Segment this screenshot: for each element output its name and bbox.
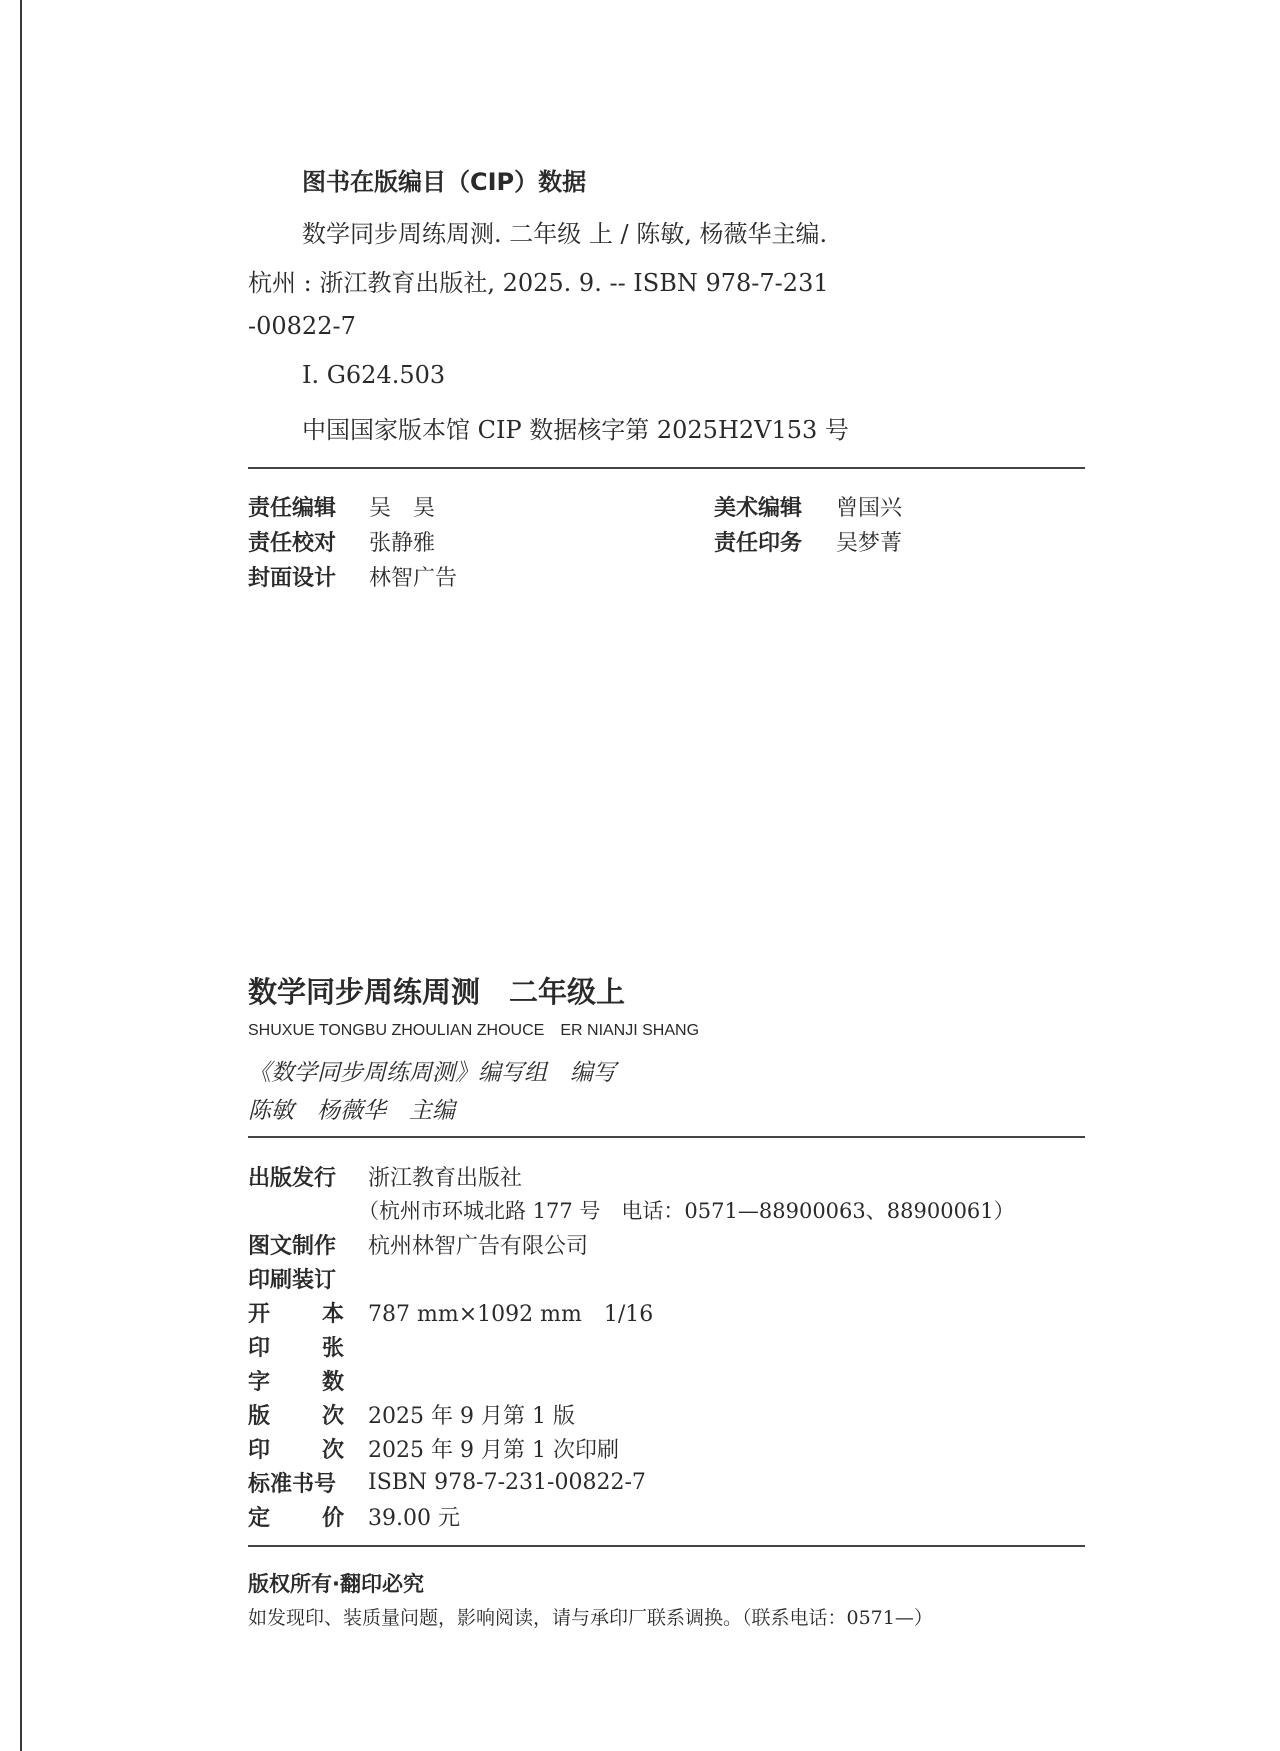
copyright-note: 如发现印、装质量问题，影响阅读，请与承印厂联系调换。（联系电话：0571—） <box>248 1607 933 1629</box>
info-row-format <box>248 1295 653 1329</box>
book-title: 数学同步周练周测 二年级上 <box>248 975 626 1009</box>
cip-line-4: Ⅰ. G624.503 <box>302 361 446 389</box>
info-label <box>248 1433 344 1464</box>
info-value: 787 mm×1092 mm 1/16 <box>368 1301 654 1327</box>
info-label-char: 版 <box>248 1403 271 1429</box>
info-label <box>248 1297 344 1328</box>
cip-line-2: 杭州 : 浙江教育出版社, 2025. 9. -- ISBN 978-7-231 <box>248 269 829 297</box>
info-label-char: 开 <box>248 1301 271 1327</box>
info-label-char: 印 <box>248 1437 271 1463</box>
info-row-address <box>248 1193 1015 1227</box>
info-label-char: 次 <box>321 1437 344 1463</box>
divider-book <box>248 1136 1085 1138</box>
info-value: 杭州林智广告有限公司 <box>368 1233 589 1259</box>
staff-value-proofreader: 张静雅 <box>369 531 436 556</box>
info-row-edition <box>248 1397 575 1431</box>
info-row-layout <box>248 1227 588 1261</box>
info-label-char: 字 <box>248 1369 271 1395</box>
page-edge-line <box>20 0 22 1751</box>
cip-line-3: -00822-7 <box>248 312 356 340</box>
info-value: （杭州市环城北路 177 号 电话：0571—88900063、88900061） <box>358 1199 1015 1223</box>
staff-label-print-manager: 责任印务 <box>714 531 803 556</box>
info-value: 39.00 元 <box>368 1505 460 1531</box>
info-label-char: 张 <box>321 1335 344 1361</box>
staff-label-proofreader: 责任校对 <box>248 531 337 556</box>
info-label <box>248 1399 344 1430</box>
staff-label-art-editor: 美术编辑 <box>714 496 803 521</box>
divider-info <box>248 1545 1085 1547</box>
info-value: 2025 年 9 月第 1 次印刷 <box>368 1437 619 1463</box>
info-label-char: 次 <box>321 1403 344 1429</box>
cip-title: 图书在版编目（CIP）数据 <box>302 168 587 196</box>
info-row-isbn <box>248 1465 646 1499</box>
info-label-char: 本 <box>321 1301 344 1327</box>
info-label-char: 定 <box>248 1505 271 1531</box>
staff-value-cover-design: 林智广告 <box>369 566 458 591</box>
info-value: 2025 年 9 月第 1 版 <box>368 1403 575 1429</box>
info-label: 图文制作 <box>248 1233 337 1259</box>
info-row-price <box>248 1499 460 1533</box>
copyright-title: 版权所有·翻印必究 <box>248 1572 424 1596</box>
staff-value-art-editor: 曾国兴 <box>836 496 903 521</box>
info-label: 印刷装订 <box>248 1267 337 1293</box>
info-row-sheets <box>248 1329 368 1363</box>
info-label <box>248 1331 344 1362</box>
info-label: 出版发行 <box>248 1165 337 1191</box>
info-value: ISBN 978-7-231-00822-7 <box>368 1469 646 1495</box>
info-row-impression <box>248 1431 619 1465</box>
staff-label-editor: 责任编辑 <box>248 496 337 521</box>
book-compiler: 《数学同步周练周测》编写组 编写 <box>248 1060 616 1086</box>
divider-cip <box>248 467 1085 469</box>
staff-label-cover-design: 封面设计 <box>248 566 337 591</box>
book-pinyin: SHUXUE TONGBU ZHOULIAN ZHOUCE ER NIANJI SHANG <box>248 1022 700 1039</box>
cip-line-5: 中国国家版本馆 CIP 数据核字第 2025H2V153 号 <box>302 416 849 444</box>
info-label-char: 价 <box>321 1505 344 1531</box>
info-label: 标准书号 <box>248 1471 337 1497</box>
cip-line-1: 数学同步周练周测. 二年级 上 / 陈敏, 杨薇华主编. <box>302 220 828 248</box>
info-row-wordcount <box>248 1363 368 1397</box>
staff-value-editor: 吴 昊 <box>369 496 436 521</box>
info-row-printing <box>248 1261 368 1295</box>
info-label-char: 印 <box>248 1335 271 1361</box>
staff-value-print-manager: 吴梦菁 <box>836 531 903 556</box>
info-label <box>248 1365 344 1396</box>
info-label-char: 数 <box>321 1369 344 1395</box>
info-row-publisher <box>248 1159 522 1193</box>
book-editors: 陈敏 杨薇华 主编 <box>248 1098 455 1124</box>
info-label <box>248 1501 344 1532</box>
info-value: 浙江教育出版社 <box>368 1165 523 1191</box>
